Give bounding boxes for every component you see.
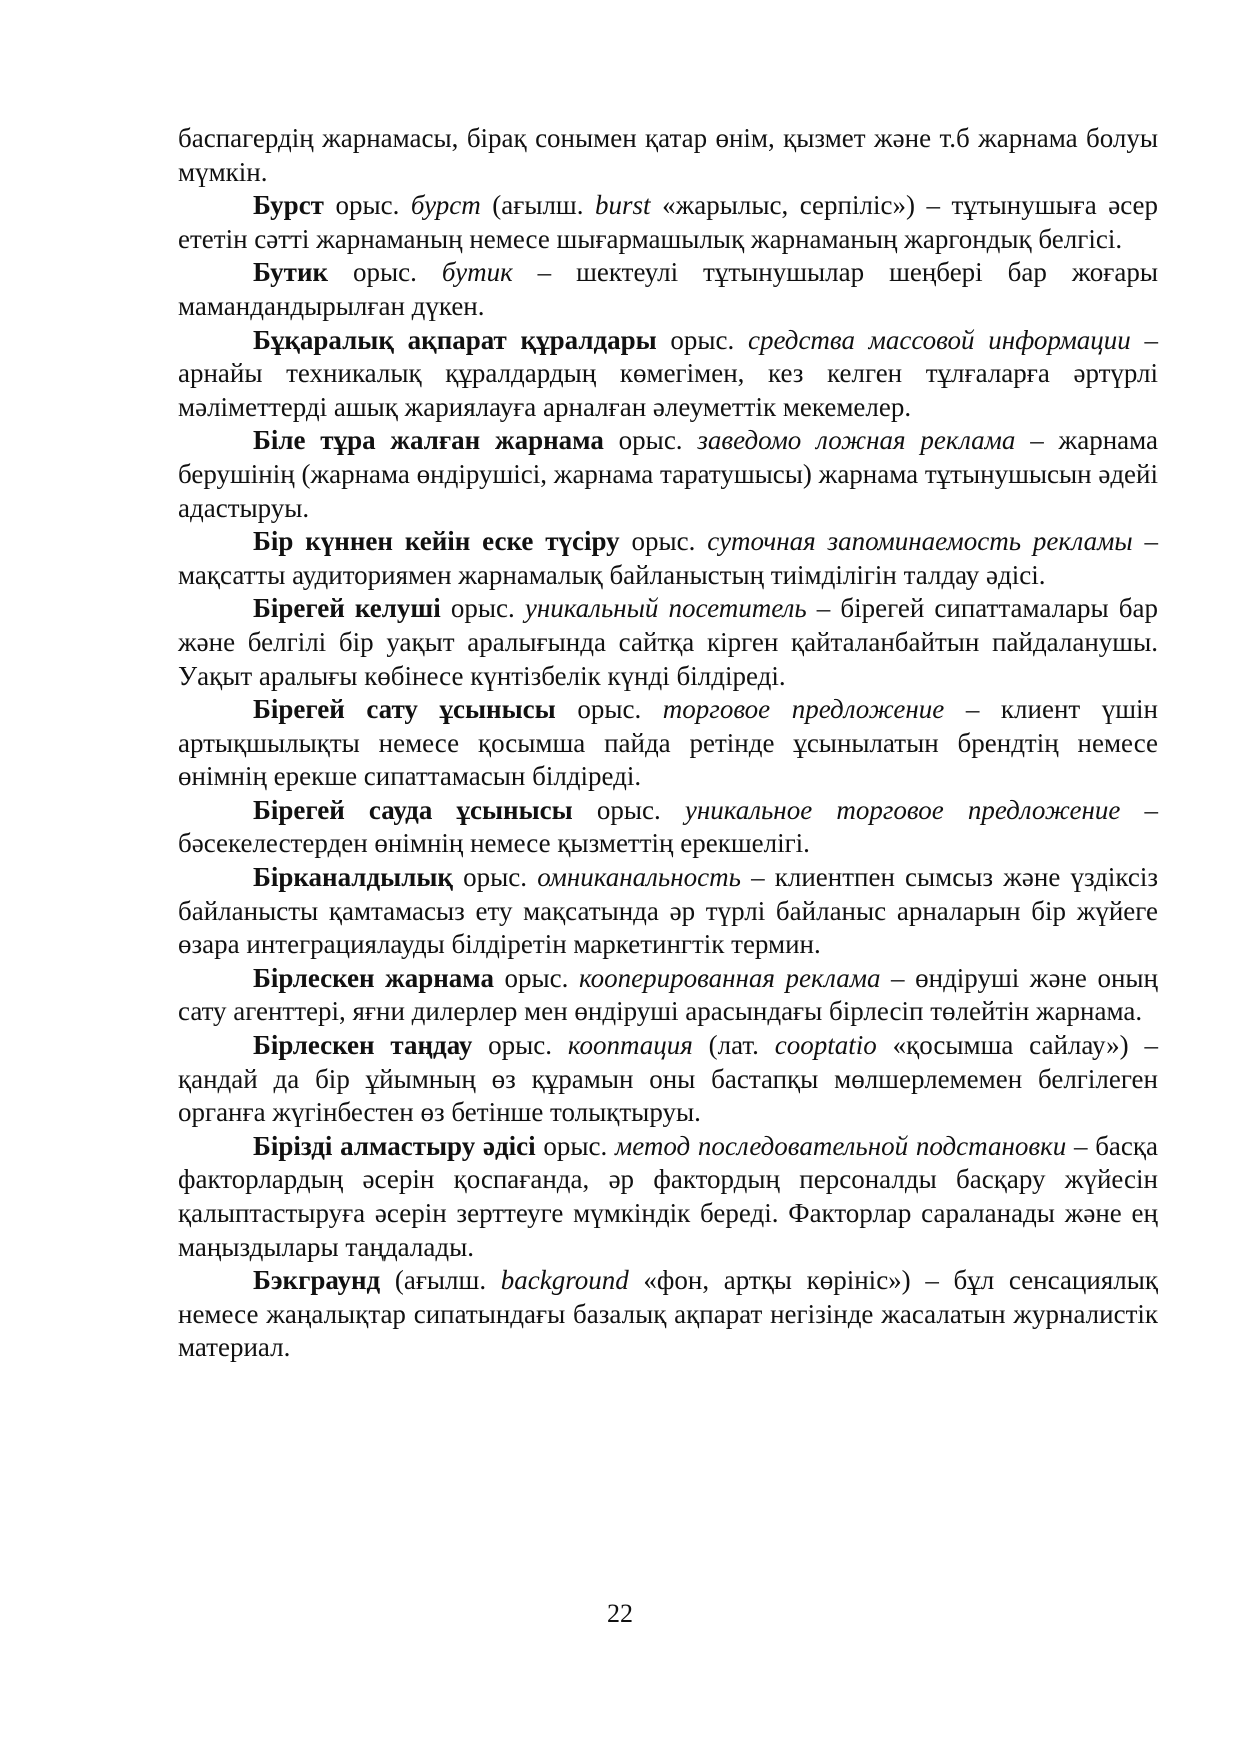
entry-russian-equivalent: кооперированная реклама (578, 962, 881, 993)
entry-term: Біле тұра жалған жарнама (253, 425, 604, 456)
entry-origin-word: background (500, 1265, 629, 1296)
entry-lang-label: орыс. (572, 794, 685, 825)
entry-definition: – шектеулі тұтынушылар шеңбері бар жоғары мамандандырылған дүкен. (178, 257, 1159, 321)
entry-russian-equivalent: уникальный посетитель (524, 593, 807, 624)
entry-mass-media (178, 324, 1158, 425)
entry-burst (178, 189, 1158, 256)
entry-lang-label: орыс. (493, 962, 579, 993)
entry-origin-gloss: «жарылыс, серпіліс») (650, 190, 915, 221)
entry-term: Бірегей сату ұсынысы (253, 694, 556, 725)
entry-russian-equivalent: бутик (441, 257, 513, 288)
entry-russian-equivalent: омниканальность (537, 862, 741, 893)
entry-russian-equivalent: заведомо ложная реклама (697, 425, 1016, 456)
entry-origin-word: cooptatio (774, 1030, 877, 1061)
entry-term: Бэкграунд (253, 1265, 381, 1296)
entry-russian-equivalent: бурст (410, 190, 481, 221)
entry-false-advertising (178, 424, 1158, 525)
entry-term: Бірегей келуші (253, 593, 441, 624)
entry-lang-label: орыс. (323, 190, 411, 221)
entry-unique-visitor (178, 592, 1158, 693)
entry-cooptation (178, 1029, 1158, 1130)
entry-definition: – өндіруші және оның сату агенттері, яғни дилерлер мен өндіруші арасындағы бірлесіп төлейтін жарнама. (178, 962, 1158, 1027)
entry-definition: – бұл сенсациялық немесе жаңалықтар сипатындағы базалық ақпарат негізінде жасалатын журналистік материал. (178, 1265, 1158, 1363)
entry-unique-trade-offer (178, 794, 1158, 861)
entry-lang-label: орыс. (555, 694, 663, 725)
entry-lang-label: орыс. (656, 324, 748, 355)
entry-cooperative-advertising (178, 962, 1158, 1029)
entry-term: Бірізді алмастыру әдісі (253, 1130, 536, 1161)
entry-definition: – жарнама берушінің (жарнама өндірушісі, жарнама таратушысы) жарнама тұтынушысын әдейі адастыруы. (178, 425, 1159, 523)
entry-origin-word: burst (595, 190, 651, 221)
entry-omnichannel (178, 861, 1158, 962)
entry-russian-equivalent: торговое предложение (662, 694, 945, 725)
entry-definition: – бірегей сипаттамалары бар және белгілі бір уақыт аралығында сайтқа кірген қайталанбайтын пайдаланушы. Уақыт аралығы көбінесе күнтізбелік күнді білдіреді. (178, 593, 1159, 691)
entry-lang-label: орыс. (452, 862, 538, 893)
entry-origin-gloss: «қосымша сайлау») (876, 1030, 1129, 1061)
entry-term: Бірлескен жарнама (253, 962, 494, 993)
document-body (178, 122, 1158, 1365)
entry-sequential-substitution (178, 1130, 1158, 1264)
entry-term: Бұқаралық ақпарат құралдары (253, 324, 657, 355)
entry-term: Бурст (253, 190, 324, 221)
entry-definition: – тұтынушыға әсер ететін сәтті жарнаманың немесе шығармашылық жарнаманың жаргондық белгісі. (178, 190, 1158, 254)
entry-definition: – арнайы техникалық құралдардың көмегімен, кез келген тұлғаларға әртүрлі мәліметтерді ашық жариялауға арналған әлеуметтік мекемелер. (178, 324, 1158, 422)
entry-definition: – клиентпен сымсыз және үздіксіз байланысты қамтамасыз ету мақсатында әр түрлі байланыс арналарын бір жүйеге өзара интеграциялауды білдіретін маркетингтік термин. (178, 862, 1158, 960)
entry-russian-equivalent: суточная запоминаемость рекламы (707, 526, 1133, 557)
entry-term: Бірлескен таңдау (253, 1030, 473, 1061)
entry-day-after-recall (178, 525, 1158, 592)
entry-origin-prefix: (ағылш. (380, 1265, 501, 1296)
entry-russian-equivalent: метод последовательной подстановки (614, 1130, 1067, 1161)
entry-origin-prefix: (ағылш. (480, 190, 596, 221)
entry-butik (178, 256, 1158, 323)
entry-definition: – бәсекелестерден өнімнің немесе қызметтің ерекшелігі. (178, 794, 1158, 859)
entry-origin-prefix: (лат. (692, 1030, 775, 1061)
page-number: 22 (607, 1599, 633, 1628)
entry-russian-equivalent: уникальное торговое предложение (684, 794, 1121, 825)
entry-term: Бірканалдылық (253, 862, 453, 893)
entry-term: Бутик (253, 257, 329, 288)
entry-term: Бірегей сауда ұсынысы (253, 794, 573, 825)
entry-lang-label: орыс. (472, 1030, 568, 1061)
entry-russian-equivalent: средства массовой информации (747, 324, 1131, 355)
entry-term: Бір күннен кейін еске түсіру (253, 526, 620, 557)
entry-definition: – басқа факторлардың әсерін қоспағанда, әр фактордың персоналды басқару жүйесін қалыптастыруға әсерін зерттеуге мүмкіндік береді. Факторлар сараланады және ең маңыздылары таңдалады. (178, 1130, 1159, 1262)
intro-paragraph: баспагердің жарнамасы, бірақ сонымен қатар өнім, қызмет және т.б жарнама болуы мүмкін. (178, 123, 1158, 187)
entry-definition: – қандай да бір ұйымның өз құрамын оны бастапқы мөлшерлемемен белгілеген органға жүгінбестен өз бетінше толықтыруы. (178, 1030, 1158, 1128)
entry-definition: – клиент үшін артықшылықты немесе қосымша пайда ретінде ұсынылатын брендтің немесе өнімнің ерекше сипаттамасын білдіреді. (178, 694, 1159, 792)
entry-russian-equivalent: кооптация (567, 1030, 693, 1061)
entry-origin-gloss: «фон, артқы көрініс») (628, 1265, 911, 1296)
entry-background (178, 1264, 1158, 1365)
entry-definition: – мақсатты аудиториямен жарнамалық байланыстың тиімділігін талдау әдісі. (178, 526, 1159, 590)
entry-lang-label: орыс. (440, 593, 525, 624)
entry-lang-label: орыс. (328, 257, 442, 288)
entry-unique-selling-offer (178, 693, 1158, 794)
entry-lang-label: орыс. (603, 425, 698, 456)
entry-lang-label: орыс. (535, 1130, 615, 1161)
entry-lang-label: орыс. (619, 526, 708, 557)
